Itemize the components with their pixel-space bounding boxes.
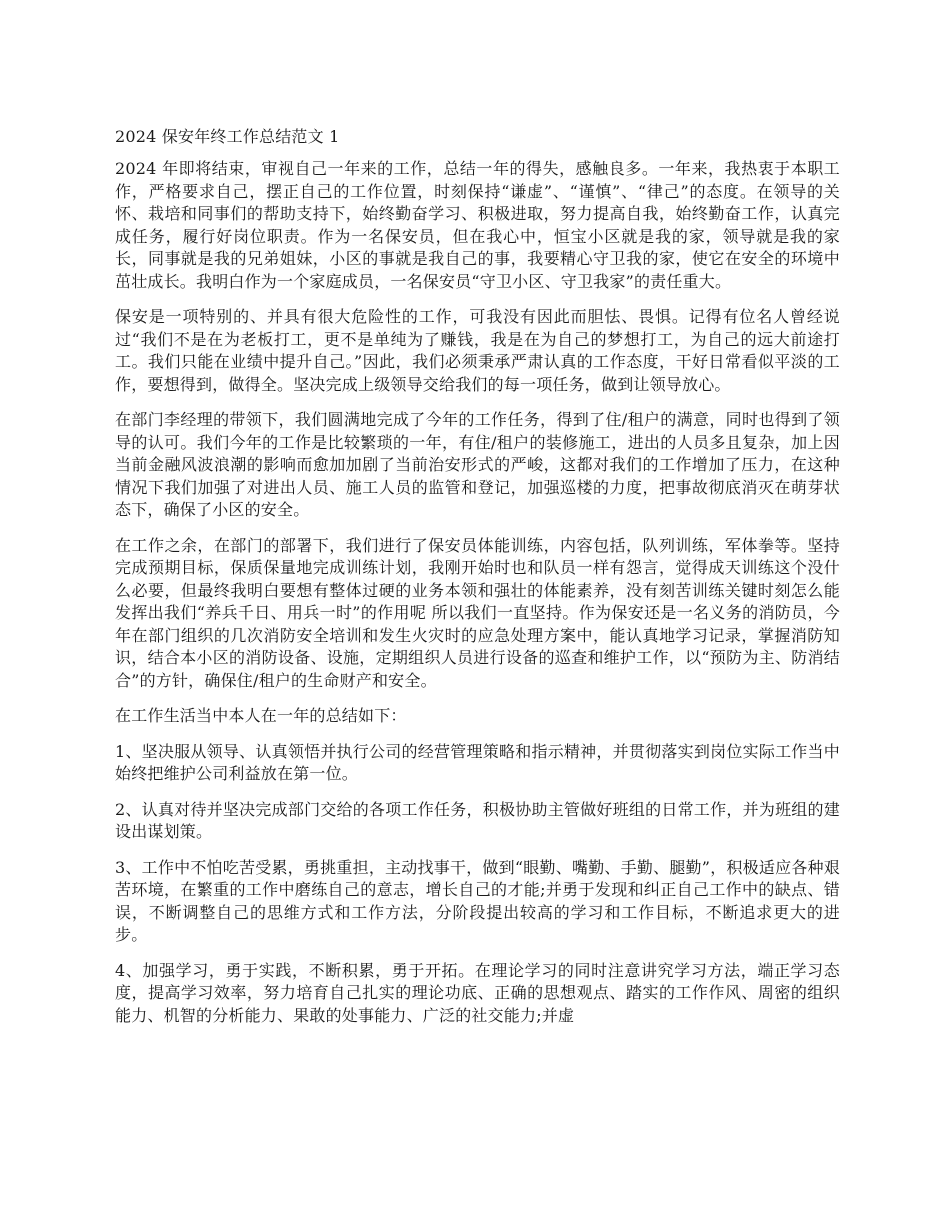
paragraph-summary-intro: 在工作生活当中本人在一年的总结如下： (115, 706, 407, 725)
paragraph-intro: 2024 年即将结束，审视自己一年来的工作，总结一年的得失，感触良多。一年来，我热衷于本职工作，严格要求自己，摆正自己的工作位置，时刻保持“谦虚”、“谨慎”、“律己”的态度。在领导的关怀、栽培和同事们的帮助支持下，始终勤奋学习、积极进取，努力提高自我，始终勤奋工作，认真完成任务，履行好岗位职责。作为一名保安员，但在我心中，恒宝小区就是我的家，领导就是我的家长，同事就是我的兄弟姐妹，小区的事就是我自己的事，我要精心守卫我的家，使它在安全的环境中茁壮成长。我明白作为一个家庭成员，一名保安员“守卫小区、守卫我家”的责任重大。 (115, 159, 840, 291)
list-item-4: 4、加强学习，勇于实践，不断积累，勇于开拓。在理论学习的同时注意讲究学习方法，端正学习态度，提高学习效率，努力培育自己扎实的理论功底、正确的思想观点、踏实的工作作风、周密的组织能力、机智的分析能力、果敢的处事能力、广泛的社交能力;并虚 (115, 960, 840, 1025)
list-item-2: 2、认真对待并坚决完成部门交给的各项工作任务，积极协助主管做好班组的日常工作，并为班组的建设出谋划策。 (115, 799, 840, 841)
list-item-3: 3、工作中不怕吃苦受累，勇挑重担，主动找事干，做到“眼勤、嘴勤、手勤、腿勤”，积极适应各种艰苦环境，在繁重的工作中磨练自己的意志，增长自己的才能;并勇于发现和纠正自己工作中的缺点、错误，不断调整自己的思维方式和工作方法，分阶段提出较高的学习和工作目标，不断追求更大的进步。 (115, 857, 840, 944)
paragraph-training: 在工作之余，在部门的部署下，我们进行了保安员体能训练，内容包括，队列训练，军体拳等。坚持完成预期目标，保质保量地完成训练计划，我刚开始时也和队员一样有怨言，觉得成天训练这个没什么必要，但最终我明白要想有整体过硬的业务本领和强壮的体能素养，没有刻苦训练关键时刻怎么能发挥出我们“养兵千日、用兵一时”的作用呢 所以我们一直坚持。作为保安还是一名义务的消防员，今年在部门组织的几次消防安全培训和发生火灾时的应急处理方案中，能认真地学习记录，掌握消防知识，结合本小区的消防设备、设施，定期组织人员进行设备的巡查和维护工作，以“预防为主、防消结合”的方针，确保住/租户的生命财产和安全。 (115, 535, 840, 690)
list-item-1: 1、坚决服从领导、认真领悟并执行公司的经营管理策略和指示精神，并贯彻落实到岗位实际工作当中始终把维护公司利益放在第一位。 (115, 741, 840, 783)
document-page (115, 126, 840, 1040)
document-title: 2024 保安年终工作总结范文 1 (115, 127, 340, 146)
paragraph-security-work: 保安是一项特别的、并具有很大危险性的工作，可我没有因此而胆怯、畏惧。记得有位名人曾经说过“我们不是在为老板打工，更不是单纯为了赚钱，我是在为自己的梦想打工，为自己的远大前途打工。我们只能在业绩中提升自己。”因此，我们必须秉承严肃认真的工作态度，干好日常看似平淡的工作，要想得到，做得全。坚决完成上级领导交给我们的每一项任务，做到让领导放心。 (115, 307, 840, 394)
paragraph-department-tasks: 在部门李经理的带领下，我们圆满地完成了今年的工作任务，得到了住/租户的满意，同时也得到了领导的认可。我们今年的工作是比较繁琐的一年，有住/租户的装修施工，进出的人员多且复杂，加上因当前金融风波浪潮的影响而愈加加剧了当前治安形式的严峻，这都对我们的工作增加了压力，在这种情况下我们加强了对进出人员、施工人员的监管和登记，加强巡楼的力度，把事故彻底消灭在萌芽状态下，确保了小区的安全。 (115, 410, 840, 519)
